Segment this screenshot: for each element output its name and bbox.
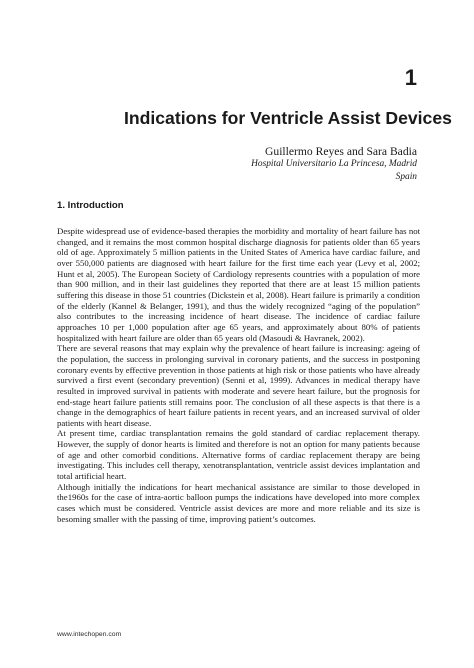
section-body xyxy=(57,226,420,524)
paragraph: Despite widespread use of evidence-based therapies the morbidity and mortality of heart failure has not changed, and it remains the most common hospital discharge diagnosis for patients older than 65 years old of age. Approximately 5 million patients in the United States of America have cardiac failure, and over 550,000 patients are diagnosed with heart failure for the first time each year (Levy et al, 2002; Hunt et al, 2005). The European Society of Cardiology represents countries with a population of more than 900 million, and in their last guidelines they reported that there are at least 15 million patients suffering this disease in those 51 countries (Dickstein et al, 2008). Heart failure is primarily a condition of the elderly (Kannel & Belanger, 1991), and thus the widely recognized “aging of the population” also contributes to the increasing incidence of heart disease. The incidence of cardiac failure approaches 10 per 1,000 population after age 65 years, and approximately about 80% of patients hospitalized with heart failure are older than 65 years old (Masoudi & Havranek, 2002). xyxy=(57,226,420,343)
affiliation-country: Spain xyxy=(395,172,417,182)
author-names: Guillermo Reyes and Sara Badia xyxy=(265,145,417,158)
paragraph: There are several reasons that may explain why the prevalence of heart failure is increasing: ageing of the population, the success in prolonging survival in coronary patients, and the success in postponing coronary events by effective prevention in those patients at high risk or those patients who have already survived a first event (secondary prevention) (Senni et al, 1999). Advances in medical therapy have resulted in improved survival in patients with moderate and severe heart failure, but the prognosis for end-stage heart failure patients still remains poor. The conclusion of all these aspects is that there is a change in the demographics of heart failure patients in recent years, and an increased survival of older patients with heart disease. xyxy=(57,343,420,428)
chapter-title: Indications for Ventricle Assist Devices xyxy=(124,108,452,128)
affiliation-institution: Hospital Universitario La Princesa, Madrid xyxy=(251,159,417,169)
chapter-number: 1 xyxy=(404,65,417,90)
author-affiliation xyxy=(251,158,417,184)
section-heading: 1. Introduction xyxy=(57,200,124,211)
paragraph: Although initially the indications for heart mechanical assistance are similar to those developed in the1960s for the case of intra-aortic balloon pumps the indications have developed into more complex cases which must be considered. Ventricle assist devices are more and more reliable and its size is besoming smaller with the passing of time, improving patient’s outcomes. xyxy=(57,481,420,524)
paragraph: At present time, cardiac transplantation remains the gold standard of cardiac replacement therapy. However, the supply of donor hearts is limited and therefore is not an option for many patients because of age and other comorbid conditions. Alternative forms of cardiac replacement therapy are being investigating. This includes cell therapy, xenotransplantation, ventricle assist devices implantation and total artificial heart. xyxy=(57,428,420,482)
footer-url[interactable]: www.intechopen.com xyxy=(57,631,122,638)
